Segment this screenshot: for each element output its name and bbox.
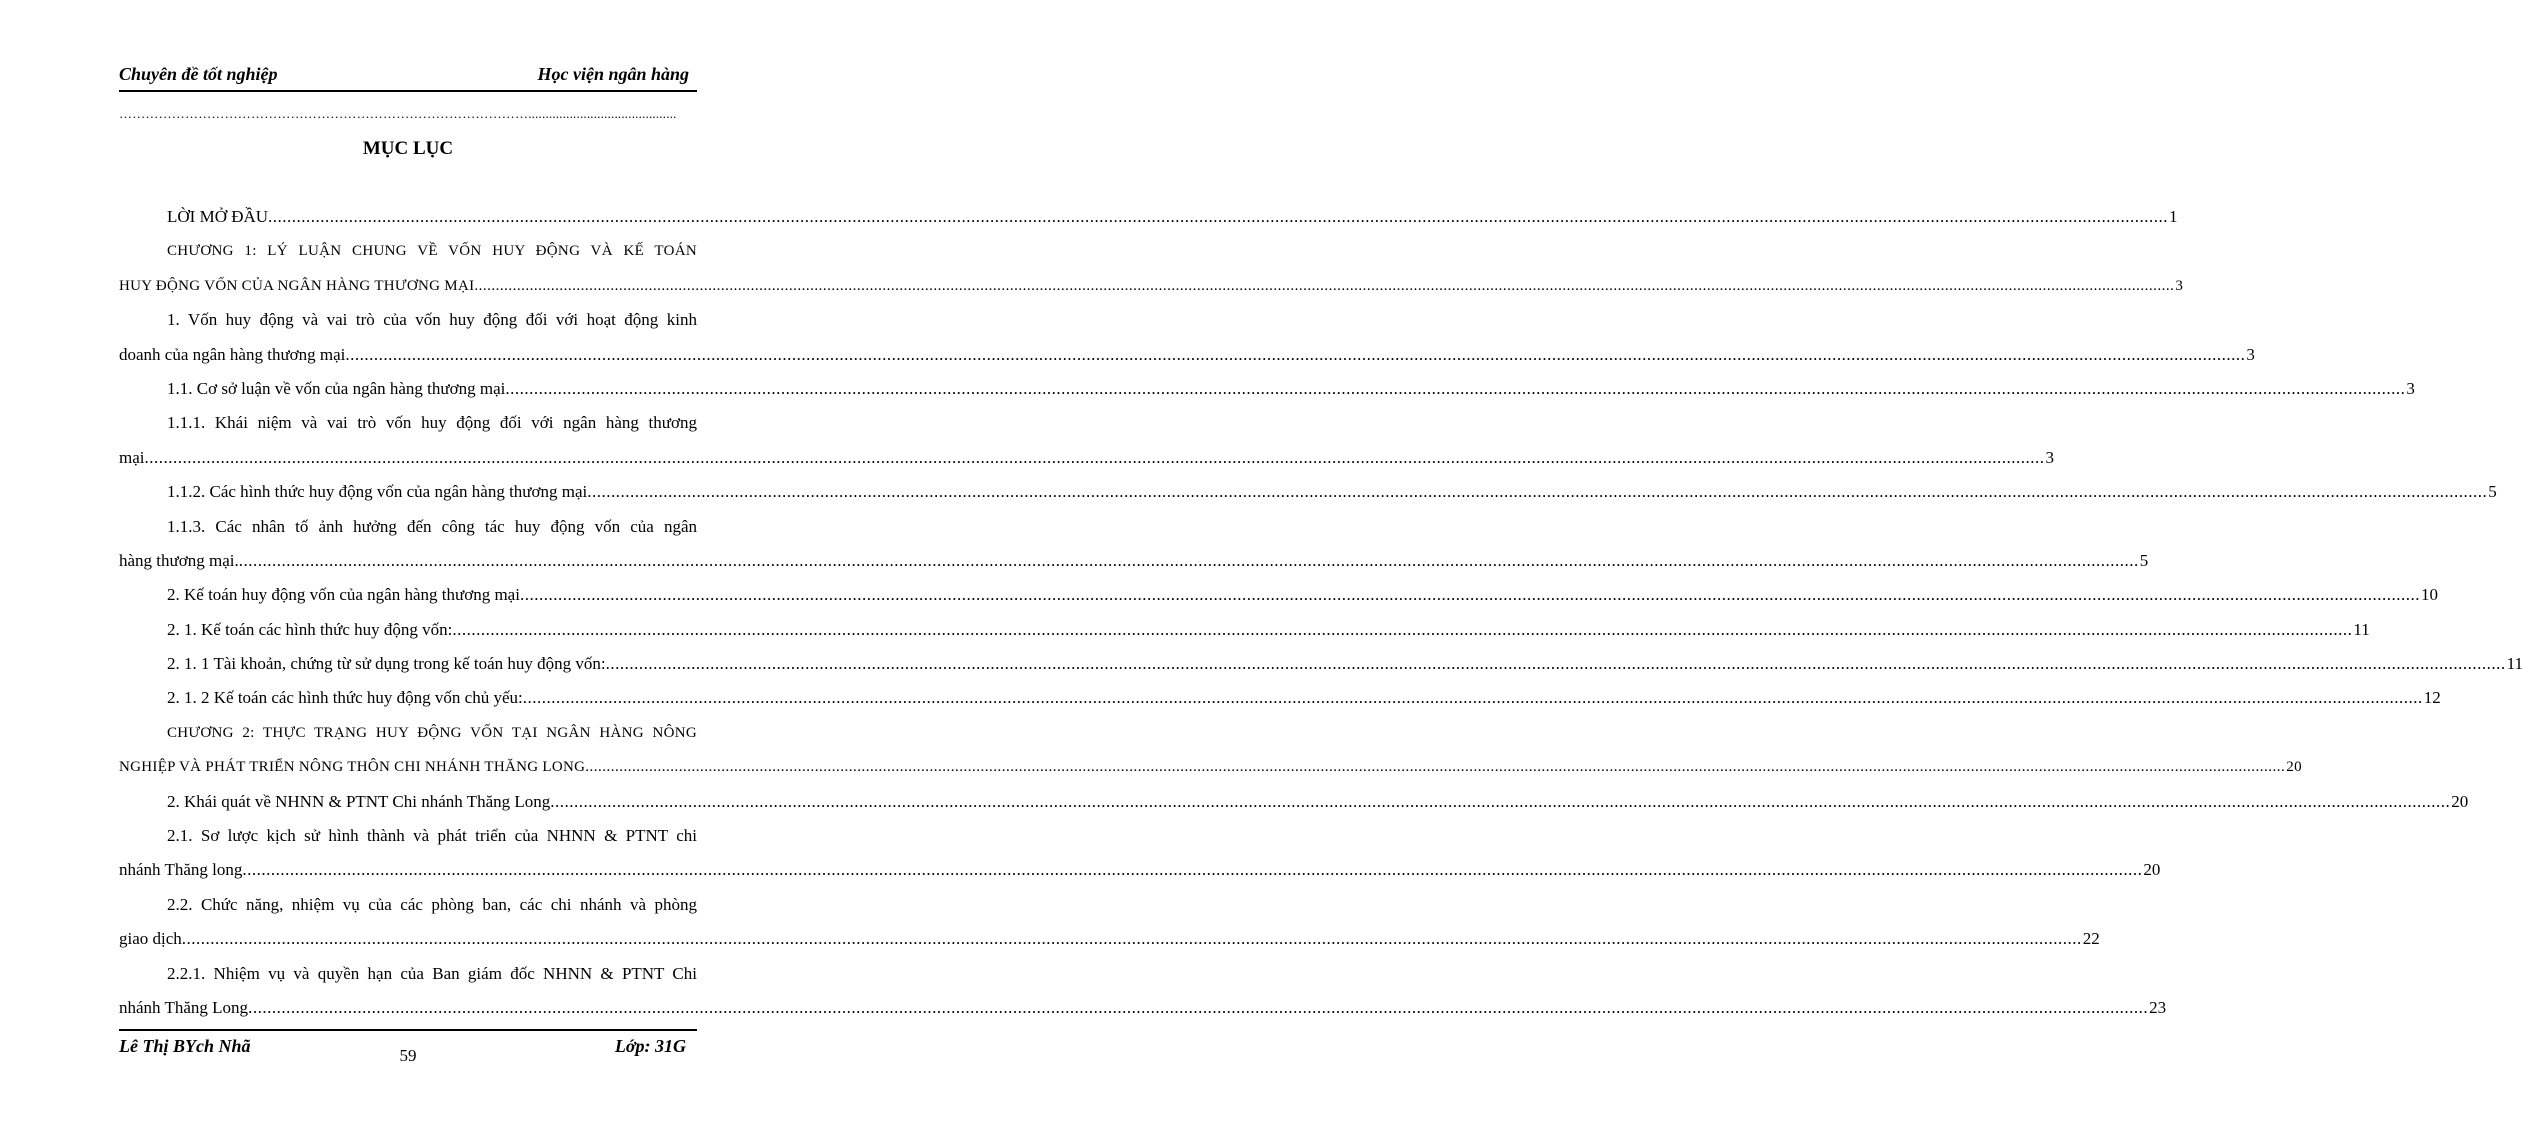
toc-entry-text: doanh của ngân hàng thương mại bbox=[119, 344, 346, 364]
header-right-title: Học viện ngân hàng bbox=[537, 64, 689, 84]
toc-page-number: 5 bbox=[2139, 550, 2149, 570]
toc-leader-dots: ................................................................................................................................................................................................................................................................................................................................................................................................................ bbox=[587, 482, 2488, 502]
toc-entry-text: nhánh Thăng long bbox=[119, 860, 243, 880]
toc-leader-dots: ................................................................................................................................................................................................................................................................................................................................................................................................................ bbox=[268, 207, 2169, 226]
footer-page-number: 59 bbox=[399, 1046, 417, 1065]
table-of-contents bbox=[119, 200, 2523, 1025]
toc-entry-text: 1.1.3. Các nhân tố ảnh hưởng đến công tác huy động vốn của ngân bbox=[167, 516, 697, 536]
toc-leader-dots: ................................................................................................................................................................................................................................................................................................................................................................................................................ bbox=[144, 447, 2045, 467]
toc-entry-text: NGHIỆP VÀ PHÁT TRIỂN NÔNG THÔN CHI NHÁNH THĂNG LONG bbox=[119, 759, 586, 776]
toc-entry-text: CHƯƠNG 1: LÝ LUẬN CHUNG VỀ VỐN HUY ĐỘNG VÀ KẾ TOÁN bbox=[167, 243, 697, 260]
toc-page-number: 1 bbox=[2169, 207, 2178, 226]
toc-entry-line bbox=[119, 269, 2184, 303]
toc-entry-line bbox=[119, 406, 697, 440]
toc-entry-text: nhánh Thăng Long bbox=[119, 997, 249, 1017]
toc-entry-line bbox=[119, 991, 2167, 1025]
toc-page-number: 20 bbox=[2143, 860, 2161, 880]
toc-entry-line bbox=[119, 819, 697, 853]
toc-entry-text: 2.2. Chức năng, nhiệm vụ của các phòng ban, các chi nhánh và phòng bbox=[167, 894, 697, 914]
toc-entry-line bbox=[119, 716, 697, 750]
toc-leader-dots: ................................................................................................................................................................................................................................................................................................................................................................................................................ bbox=[452, 619, 2353, 639]
toc-entry-text: 2. Kế toán huy động vốn của ngân hàng thương mại bbox=[167, 585, 520, 605]
toc-entry-line bbox=[119, 647, 2523, 681]
toc-entry-line bbox=[119, 510, 697, 544]
toc-entry-line bbox=[119, 750, 2302, 784]
toc-page-number: 12 bbox=[2423, 688, 2441, 708]
toc-entry-text: 1. Vốn huy động và vai trò của vốn huy động đối với hoạt động kinh bbox=[167, 310, 697, 330]
toc-entry-text: 1.1. Cơ sở luận về vốn của ngân hàng thương mại bbox=[167, 378, 506, 398]
toc-leader-dots: ................................................................................................................................................................................................................................................................................................................................................................................................................ bbox=[181, 929, 2082, 949]
toc-entry-text: 2. 1. Kế toán các hình thức huy động vốn: bbox=[167, 619, 453, 639]
toc-entry-text: 2.2.1. Nhiệm vụ và quyền hạn của Ban giám đốc NHNN & PTNT Chi bbox=[167, 963, 697, 983]
header-dotted-line: …………………………………………………………………………………........................................... bbox=[119, 106, 677, 121]
toc-page-number: 20 bbox=[2286, 759, 2302, 776]
toc-leader-dots: ................................................................................................................................................................................................................................................................................................................................................................................................................ bbox=[242, 860, 2143, 880]
toc-page-number: 5 bbox=[2488, 482, 2497, 502]
toc-page-number: 20 bbox=[2451, 791, 2469, 811]
toc-leader-dots: ................................................................................................................................................................................................................................................................................................................................................................................................................ bbox=[238, 550, 2139, 570]
toc-leader-dots: ................................................................................................................................................................................................................................................................................................................................................................................................................ bbox=[345, 344, 2246, 364]
toc-entry-text: giao dịch bbox=[119, 929, 182, 949]
toc-page-number: 3 bbox=[2045, 447, 2054, 467]
toc-entry-line bbox=[119, 372, 2415, 406]
toc-entry-text: 2. 1. 1 Tài khoản, chứng từ sử dụng trong kế toán huy động vốn: bbox=[167, 654, 606, 674]
toc-leader-dots: ................................................................................................................................................................................................................................................................................................................................................................................................................ bbox=[550, 791, 2451, 811]
toc-entry-text: 1.1.1. Khái niệm và vai trò vốn huy động đối với ngân hàng thương bbox=[167, 413, 697, 433]
toc-entry-text: 2.1. Sơ lược kịch sử hình thành và phát triển của NHNN & PTNT chi bbox=[167, 826, 697, 846]
toc-entry-line bbox=[119, 853, 2161, 887]
footer-author: Lê Thị BYch Nhã bbox=[119, 1036, 251, 1056]
footer-class: Lớp: 31G bbox=[614, 1036, 686, 1056]
toc-page-number: 10 bbox=[2420, 585, 2438, 605]
toc-entry-line bbox=[119, 441, 2054, 475]
toc-entry-text: mại bbox=[119, 447, 145, 467]
header-left-title: Chuyên đề tốt nghiệp bbox=[119, 64, 278, 84]
footer-rule bbox=[119, 1029, 697, 1031]
toc-page-number: 23 bbox=[2149, 997, 2167, 1017]
toc-page-number: 11 bbox=[2353, 619, 2370, 639]
toc-entry-line bbox=[119, 888, 697, 922]
toc-leader-dots: ................................................................................................................................................................................................................................................................................................................................................................................................................ bbox=[505, 378, 2406, 398]
toc-entry-line bbox=[119, 303, 697, 337]
toc-entry-text: CHƯƠNG 2: THỰC TRẠNG HUY ĐỘNG VỐN TẠI NGÂN HÀNG NÔNG bbox=[167, 724, 697, 741]
toc-page-number: 3 bbox=[2246, 344, 2255, 364]
toc-entry-line bbox=[119, 475, 2497, 509]
header-rule bbox=[119, 90, 697, 92]
toc-entry-text: 2. 1. 2 Kế toán các hình thức huy động vốn chủ yếu: bbox=[167, 688, 523, 708]
toc-entry-text: 2. Khái quát về NHNN & PTNT Chi nhánh Thăng Long bbox=[167, 791, 551, 811]
toc-entry-line bbox=[119, 681, 2441, 715]
toc-page-number: 11 bbox=[2506, 654, 2523, 674]
toc-page-number: 3 bbox=[2175, 277, 2184, 294]
toc-entry-text: HUY ĐỘNG VỐN CỦA NGÂN HÀNG THƯƠNG MẠI bbox=[119, 277, 475, 294]
page-title: MỤC LỤC bbox=[362, 138, 454, 159]
toc-entry-text: LỜI MỞ ĐẦU bbox=[167, 207, 269, 226]
toc-entry-line bbox=[119, 785, 2469, 819]
toc-entry-line bbox=[119, 957, 697, 991]
toc-leader-dots: ................................................................................................................................................................................................................................................................................................................................................................................................................ bbox=[519, 585, 2420, 605]
toc-page-number: 3 bbox=[2406, 378, 2415, 398]
toc-leader-dots: ................................................................................................................................................................................................................................................................................................................................................................................................................ bbox=[605, 654, 2506, 674]
toc-leader-dots: ................................................................................................................................................................................................................................................................................................................................................................................................................ bbox=[522, 688, 2423, 708]
toc-page-number: 22 bbox=[2082, 929, 2100, 949]
toc-entry-text: 1.1.2. Các hình thức huy động vốn của ngân hàng thương mại bbox=[167, 482, 588, 502]
toc-entry-line bbox=[119, 234, 697, 268]
toc-entry-line bbox=[119, 613, 2370, 647]
toc-entry-line bbox=[119, 922, 2100, 956]
toc-entry-line bbox=[119, 338, 2255, 372]
toc-entry-line bbox=[119, 544, 2149, 578]
toc-leader-dots: ................................................................................................................................................................................................................................................................................................................................................................................................................ bbox=[248, 997, 2149, 1017]
toc-leader-dots: ................................................................................................................................................................................................................................................................................................................................................................................................................ bbox=[585, 759, 2286, 776]
toc-entry-line bbox=[119, 578, 2438, 612]
toc-leader-dots: ................................................................................................................................................................................................................................................................................................................................................................................................................ bbox=[474, 277, 2175, 294]
toc-entry-text: hàng thương mại. bbox=[119, 550, 239, 570]
toc-entry-line bbox=[119, 200, 2178, 234]
